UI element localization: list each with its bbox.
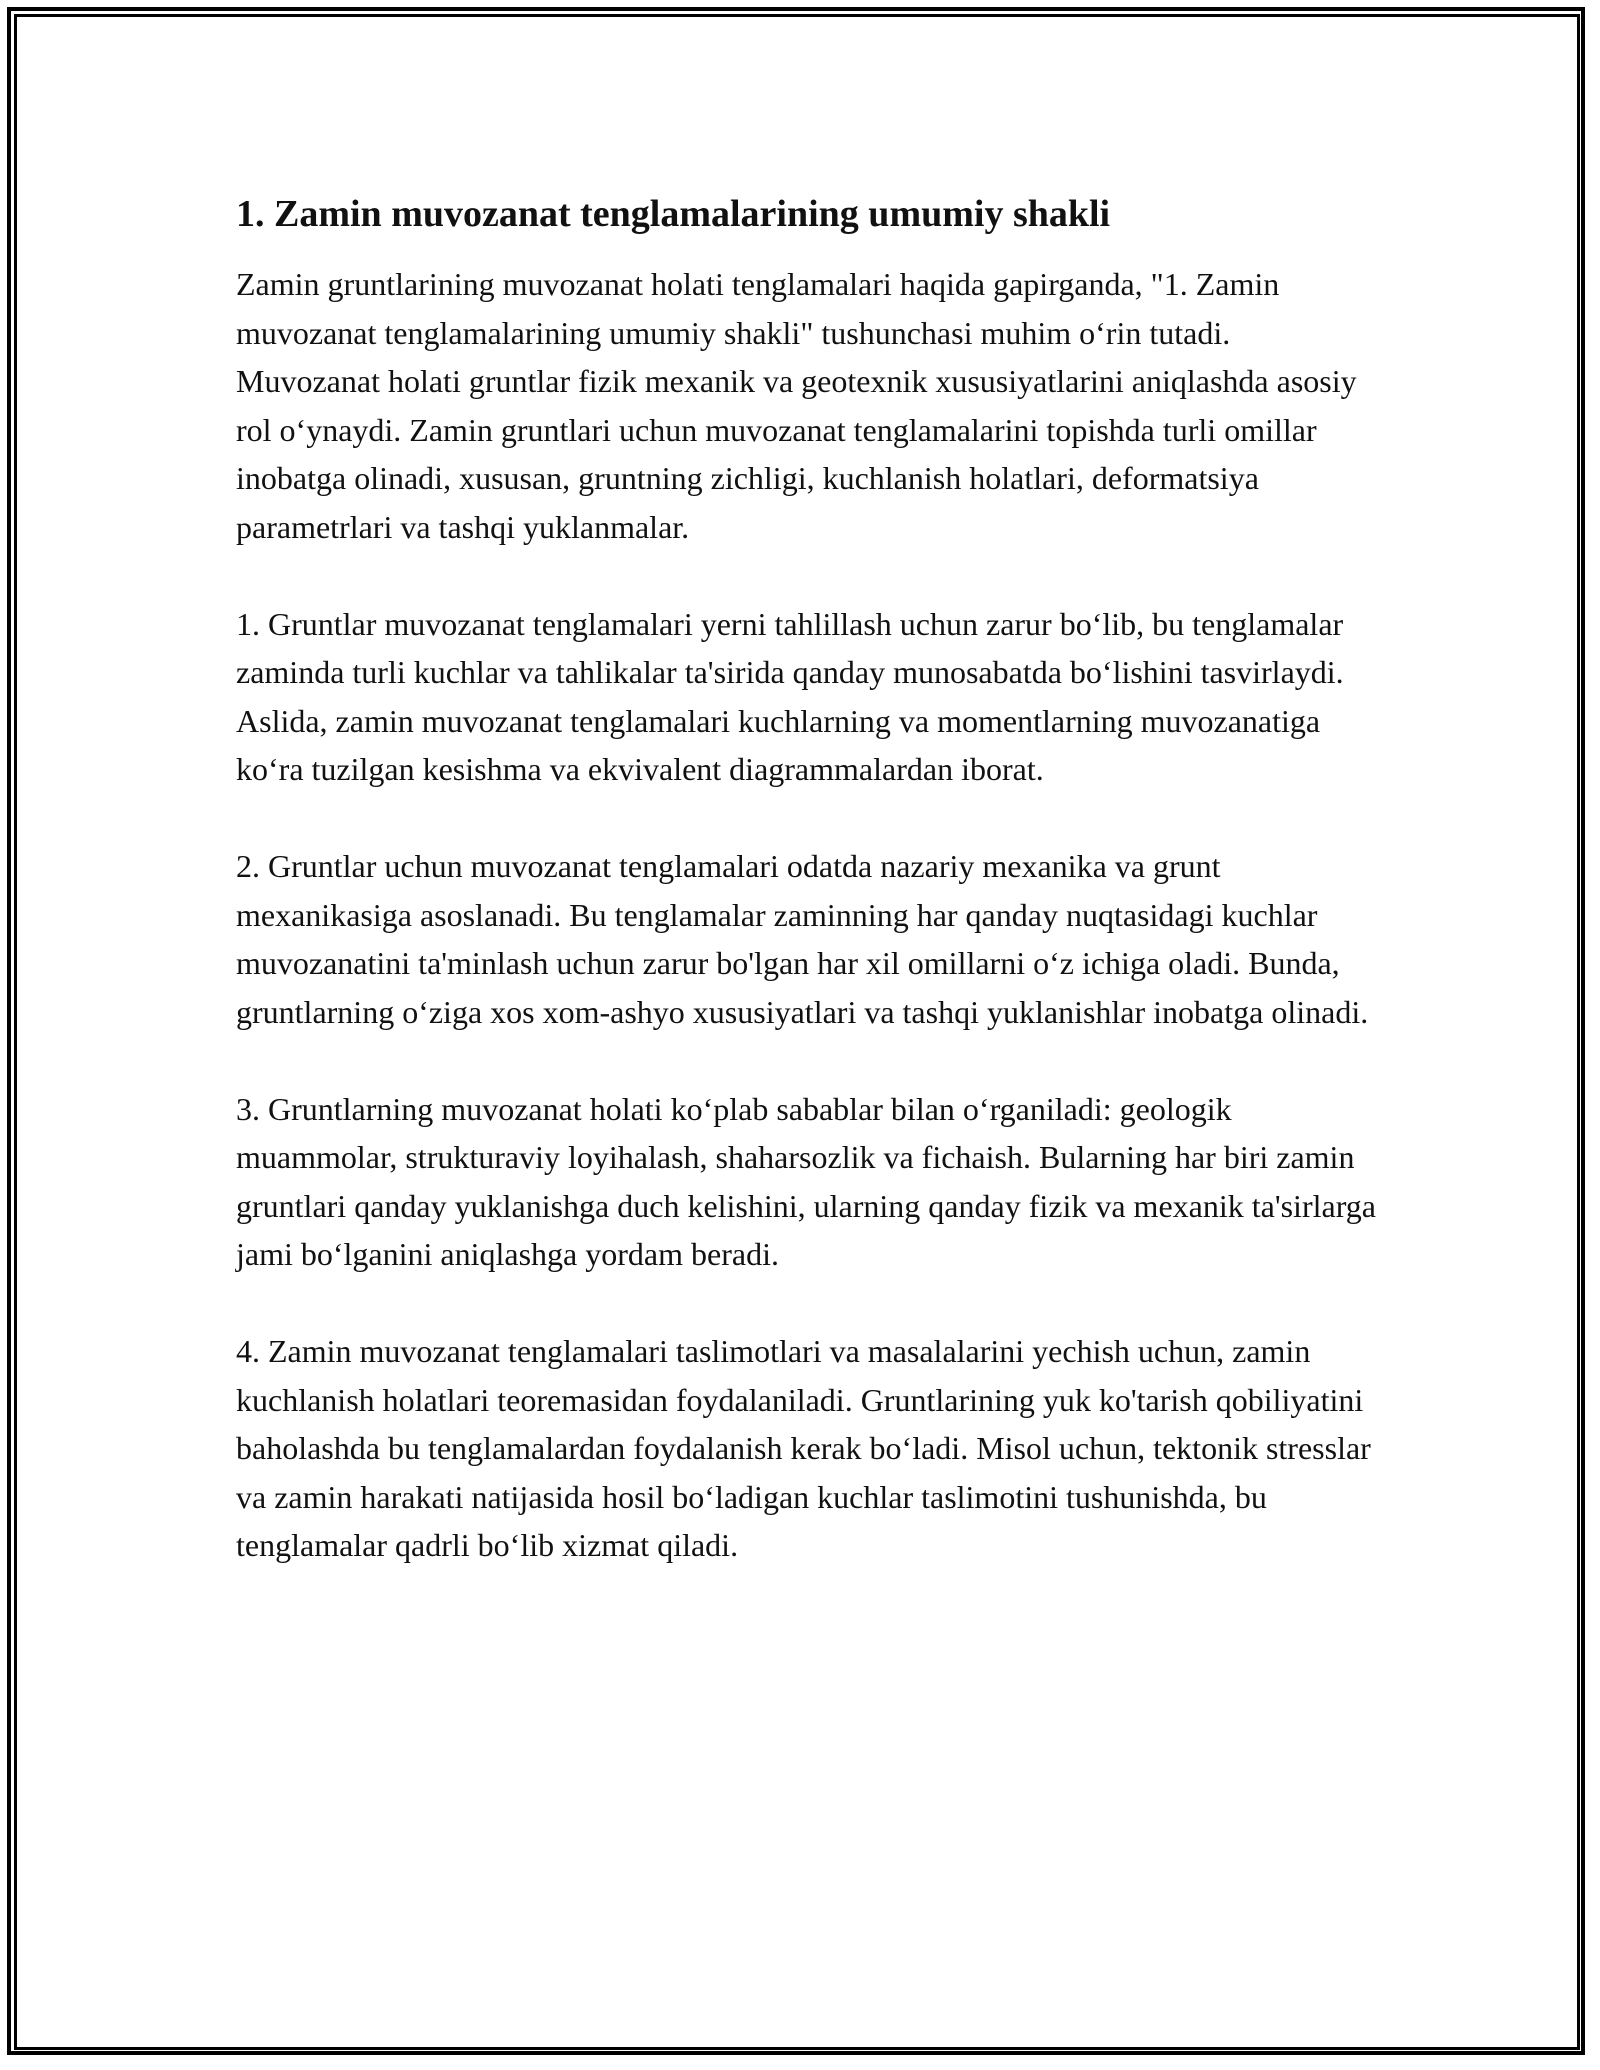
paragraph-item-3: 3. Gruntlarning muvozanat holati ko‘plab sabablar bilan o‘rganiladi: geologik muammolar, strukturaviy loyihalash, shaharsozlik va fichaish. Bularning har biri zamin gruntlari qanday yuklanishga duch kelishini, ularning qanday fizik va mexanik ta'sirlarga jami bo‘lganini aniqlashga yordam beradi. xyxy=(236,1090,1376,1272)
paragraph-item-2: 2. Gruntlar uchun muvozanat tenglamalari odatda nazariy mexanika va grunt mexanikasiga asoslanadi. Bu tenglamalar zaminning har qanday nuqtasidagi kuchlar muvozanatini ta'minlash uchun zarur bo'lgan har xil omillarni o‘z ichiga oladi. Bunda, gruntlarning o‘ziga xos xom-ashyo xususiyatlari va tashqi yuklanishlar inobatga olinadi. xyxy=(236,848,1369,1030)
paragraph-item-4: 4. Zamin muvozanat tenglamalari taslimotlari va masalalarini yechish uchun, zamin kuchlanish holatlari teoremasidan foydalaniladi. Gruntlarining yuk ko'tarish qobiliyatini baholashda bu tenglamalardan foydalanish kerak bo‘ladi. Misol uchun, tektonik stresslar va zamin harakati natijasida hosil bo‘ladigan kuchlar taslimotini tushunishda, bu tenglamalar qadrli bo‘lib xizmat qiladi. xyxy=(236,1333,1371,1563)
document-heading: 1. Zamin muvozanat tenglamalarining umumiy shakli xyxy=(236,193,1111,235)
intro-paragraph: Zamin gruntlarining muvozanat holati tenglamalari haqida gapirganda, "1. Zamin muvozanat tenglamalarining umumiy shakli" tushunchasi muhim o‘rin tutadi. Muvozanat holati gruntlar fizik mexanik va geotexnik xususiyatlarini aniqlashda asosiy rol o‘ynaydi. Zamin gruntlari uchun muvozanat tenglamalarini topishda turli omillar inobatga olinadi, xususan, gruntning zichligi, kuchlanish holatlari, deformatsiya parametrlari va tashqi yuklanmalar. xyxy=(236,266,1357,545)
paragraph-item-1: 1. Gruntlar muvozanat tenglamalari yerni tahlillash uchun zarur bo‘lib, bu tenglamalar zaminda turli kuchlar va tahlikalar ta'sirida qanday munosabatda bo‘lishini tasvirlaydi. Aslida, zamin muvozanat tenglamalari kuchlarning va momentlarning muvozanatiga ko‘ra tuzilgan kesishma va ekvivalent diagrammalardan iborat. xyxy=(236,605,1344,787)
document-body xyxy=(236,186,1376,1618)
